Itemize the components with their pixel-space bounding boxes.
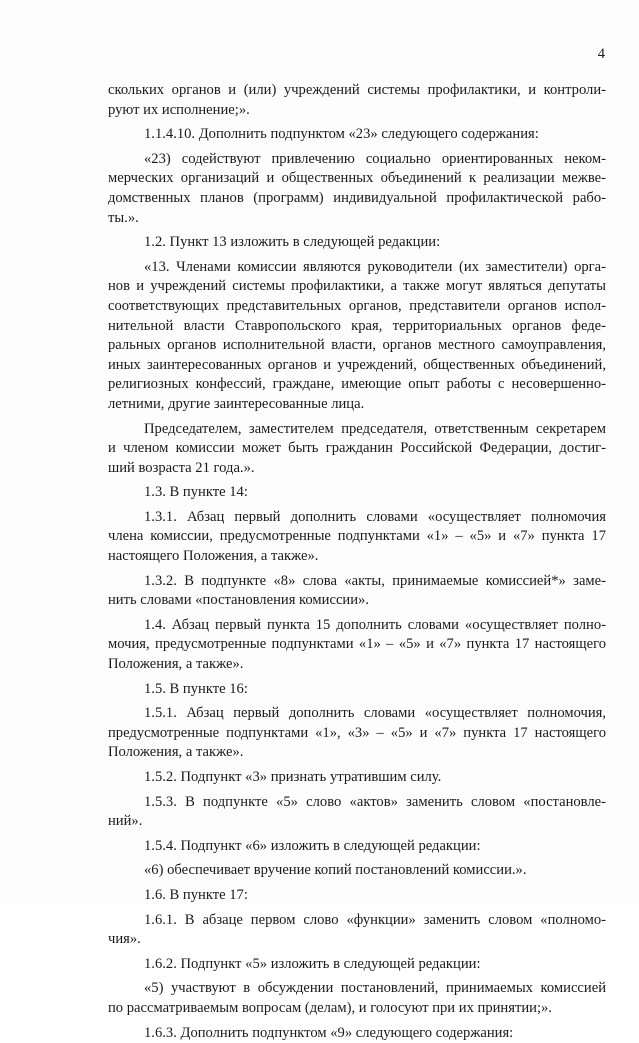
text-line: «5) участвуют в обсуждении постановлений, принимаемых комиссией	[144, 980, 606, 997]
text-line: 1.4. Абзац первый пункта 15 дополнить словами «осуществляет полно-	[144, 616, 606, 633]
text-line: 1.5.3. В подпункте «5» слово «актов» заменить словом «постановле-	[144, 793, 606, 810]
text-line: 1.6. В пункте 17:	[144, 886, 248, 903]
text-line: «23) содействуют привлечению социально ориентированных неком-	[144, 150, 606, 167]
text-line: предусмотренные подпунктами «1», «3» – «5» и «7» пункта 17 настоящего	[108, 724, 606, 741]
text-line: 1.6.1. В абзаце первом слово «функции» заменить словом «полномо-	[144, 911, 606, 928]
text-line: руют их исполнение;».	[108, 101, 250, 118]
text-line: по рассматриваемым вопросам (делам), и голосуют при их принятии;».	[108, 999, 552, 1016]
text-line: мерческих организаций и общественных объединений к реализации межве-	[108, 170, 606, 187]
text-line: Положения, а также».	[108, 656, 244, 673]
text-line: ний».	[108, 813, 143, 830]
text-line: настоящего Положения, а также».	[108, 548, 319, 565]
text-line: нов и учреждений системы профилактики, а также могут являться депутаты	[108, 278, 606, 295]
text-line: «6) обеспечивает вручение копий постановлений комиссии.».	[144, 862, 527, 879]
text-line: Председателем, заместителем председателя, ответственным секретарем	[144, 420, 606, 437]
text-line: 1.2. Пункт 13 изложить в следующей редакции:	[144, 234, 441, 251]
text-line: религиозных конфессий, граждане, имеющие опыт работы с несовершенно-	[108, 376, 606, 393]
text-line: ший возраста 21 года.».	[108, 459, 255, 476]
text-line: летними, другие заинтересованные лица.	[108, 395, 365, 412]
text-line: соответствующих представительных органов, представители органов испол-	[108, 297, 606, 314]
text-line: нить словами «постановления комиссии».	[108, 592, 369, 609]
text-line: 1.5.2. Подпункт «3» признать утратившим силу.	[144, 769, 442, 785]
text-line: 1.5.4. Подпункт «6» изложить в следующей редакции:	[144, 837, 481, 854]
text-line: чия».	[108, 931, 141, 948]
text-line: 1.6.2. Подпункт «5» изложить в следующей редакции:	[144, 955, 481, 972]
text-line: 1.3.1. Абзац первый дополнить словами «осуществляет полномочия	[144, 508, 606, 525]
text-line: скольких органов и (или) учреждений системы профилактики, и контроли-	[108, 82, 606, 98]
text-line: 1.5. В пункте 16:	[144, 680, 248, 697]
text-line: ральных органов исполнительной власти, органов местного самоуправления,	[108, 337, 606, 354]
text-line: «13. Членами комиссии являются руководители (их заместители) орга-	[144, 258, 606, 275]
text-line: 1.3. В пункте 14:	[144, 484, 248, 501]
text-line: 1.1.4.10. Дополнить подпунктом «23» следующего содержания:	[144, 126, 539, 143]
text-line: иных заинтересованных органов и учреждений, общественных объединений,	[108, 356, 606, 373]
text-line: 1.5.1. Абзац первый дополнить словами «осуществляет полномочия,	[144, 705, 606, 722]
text-line: мочия, предусмотренные подпунктами «1» – «5» и «7» пункта 17 настоящего	[108, 636, 606, 653]
text-line: ты.».	[108, 209, 139, 226]
document-body	[108, 81, 606, 1043]
text-line: члена комиссии, предусмотренные подпунктами «1» – «5» и «7» пункта 17	[108, 528, 606, 545]
text-line: 1.3.2. В подпункте «8» слова «акты, принимаемые комиссией*» заме-	[144, 572, 606, 589]
text-line: Положения, а также».	[108, 744, 244, 761]
text-line: домственных планов (программ) индивидуальной профилактической рабо-	[108, 189, 606, 206]
page-number: 4	[597, 46, 605, 62]
text-line: и членом комиссии может быть гражданин Российской Федерации, достиг-	[108, 440, 606, 457]
text-line: нительной власти Ставропольского края, территориальных органов феде-	[108, 317, 606, 334]
text-line: 1.6.3. Дополнить подпунктом «9» следующего содержания:	[144, 1024, 514, 1041]
